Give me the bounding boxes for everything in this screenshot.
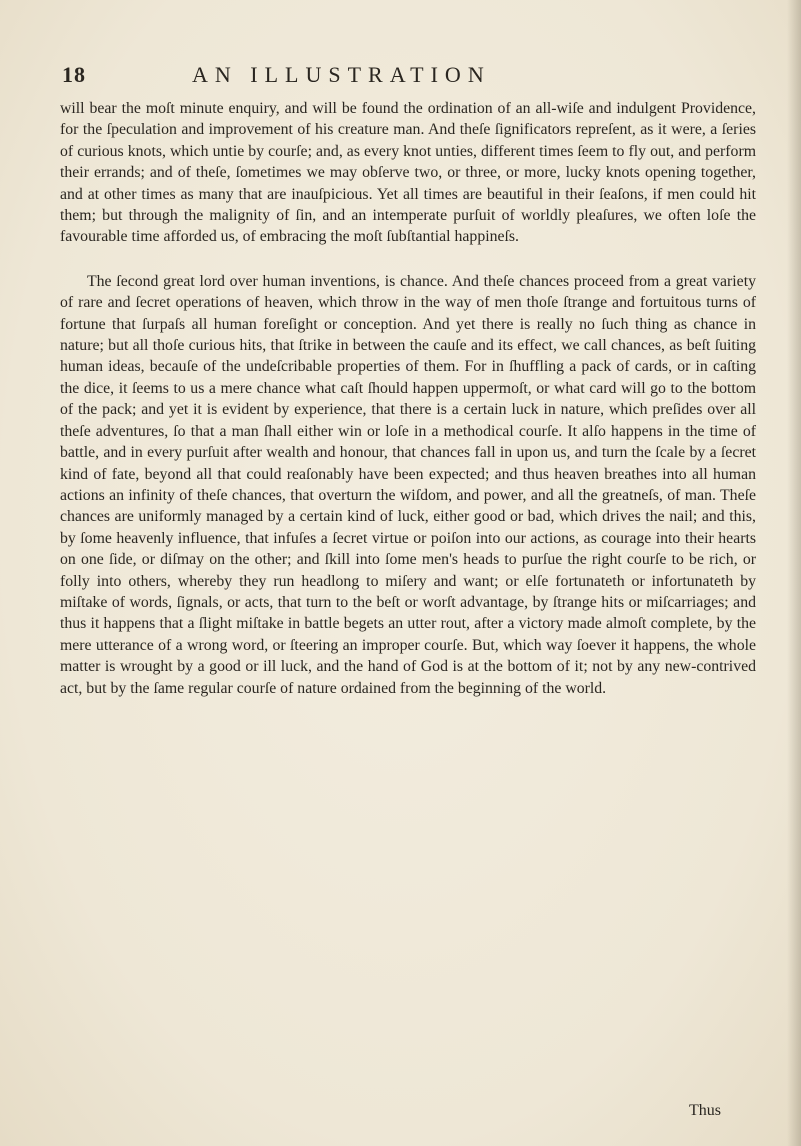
body-text	[60, 98, 756, 699]
catchword: Thus	[689, 1102, 721, 1119]
running-head: AN ILLUSTRATION	[192, 62, 491, 87]
paragraph-2: The ſecond great lord over human inventions, is chance. And theſe chances proceed from a great variety of rare and ſecret operations of heaven, which throw in the way of men thoſe ſtrange and fortuitous turns of fortune that ſurpaſs all human foreſight or conception. And yet there is really no ſuch thing as chance in nature; but all thoſe curious hits, that ſtrike in between the cauſe and its effect, we call chances, as beſt ſuiting human ideas, becauſe of the undeſcribable properties of them. For in ſhuffling a pack of cards, or in caſting the dice, it ſeems to us a mere chance what caſt ſhould happen uppermoſt, or what card will go to the bottom of the pack; and yet it is evident by experience, that there is a certain luck in nature, which preſides over all theſe adventures, ſo that a man ſhall either win or loſe in a methodical courſe. It alſo happens in the time of battle, and in every purſuit after wealth and honour, that chances fall in upon us, and turn the ſcale by a ſecret kind of fate, beyond all that could reaſonably have been expected; and thus heaven breathes into all human actions an infinity of theſe chances, that overturn the wiſdom, and power, and all the greatneſs, of man. Theſe chances are uniformly managed by a certain kind of luck, either good or bad, which drives the nail; and this, by ſome heavenly influence, that infuſes a ſecret virtue or poiſon into our actions, as courage into their hearts on one ſide, or diſmay on the other; and ſkill into ſome men's heads to purſue the right courſe to be rich, or folly into others, whereby they run headlong to miſery and want; or elſe fortunateth or infortunateth by miſtake of words, ſignals, or acts, that turn to the beſt or worſt advantage, by ſtrange hits or miſcarriages; and thus it happens that a ſlight miſtake in battle begets an utter rout, after a victory made almoſt complete, by the mere utterance of a wrong word, or ſteering an improper courſe. But, which way ſoever it happens, the whole matter is wrought by a good or ill luck, and the hand of God is at the bottom of it; not by any new-contrived act, but by the ſame regular courſe of nature ordained from the beginning of the world.	[60, 272, 756, 697]
page-header	[62, 62, 622, 92]
paragraph-1: will bear the moſt minute enquiry, and will be found the ordination of an all-wiſe and indulgent Providence, for the ſpeculation and improvement of his creature man. And theſe ſignificators repreſent, as it were, a ſeries of curious knots, which untie by courſe; and, as every knot unties, different times ſeem to fly out, and perform their errands; and of theſe, ſometimes we may obſerve two, or three, or more, lucky knots opening together, and at other times as many that are inauſpicious. Yet all times are beautiful in their ſeaſons, if men could hit them; but through the malignity of ſin, and an intemperate purſuit of worldly pleaſures, we often loſe the favourable time afforded us, of embracing the moſt ſubſtantial happineſs.	[60, 100, 756, 246]
page-number: 18	[62, 62, 86, 87]
page-edge-shadow	[787, 0, 801, 1146]
